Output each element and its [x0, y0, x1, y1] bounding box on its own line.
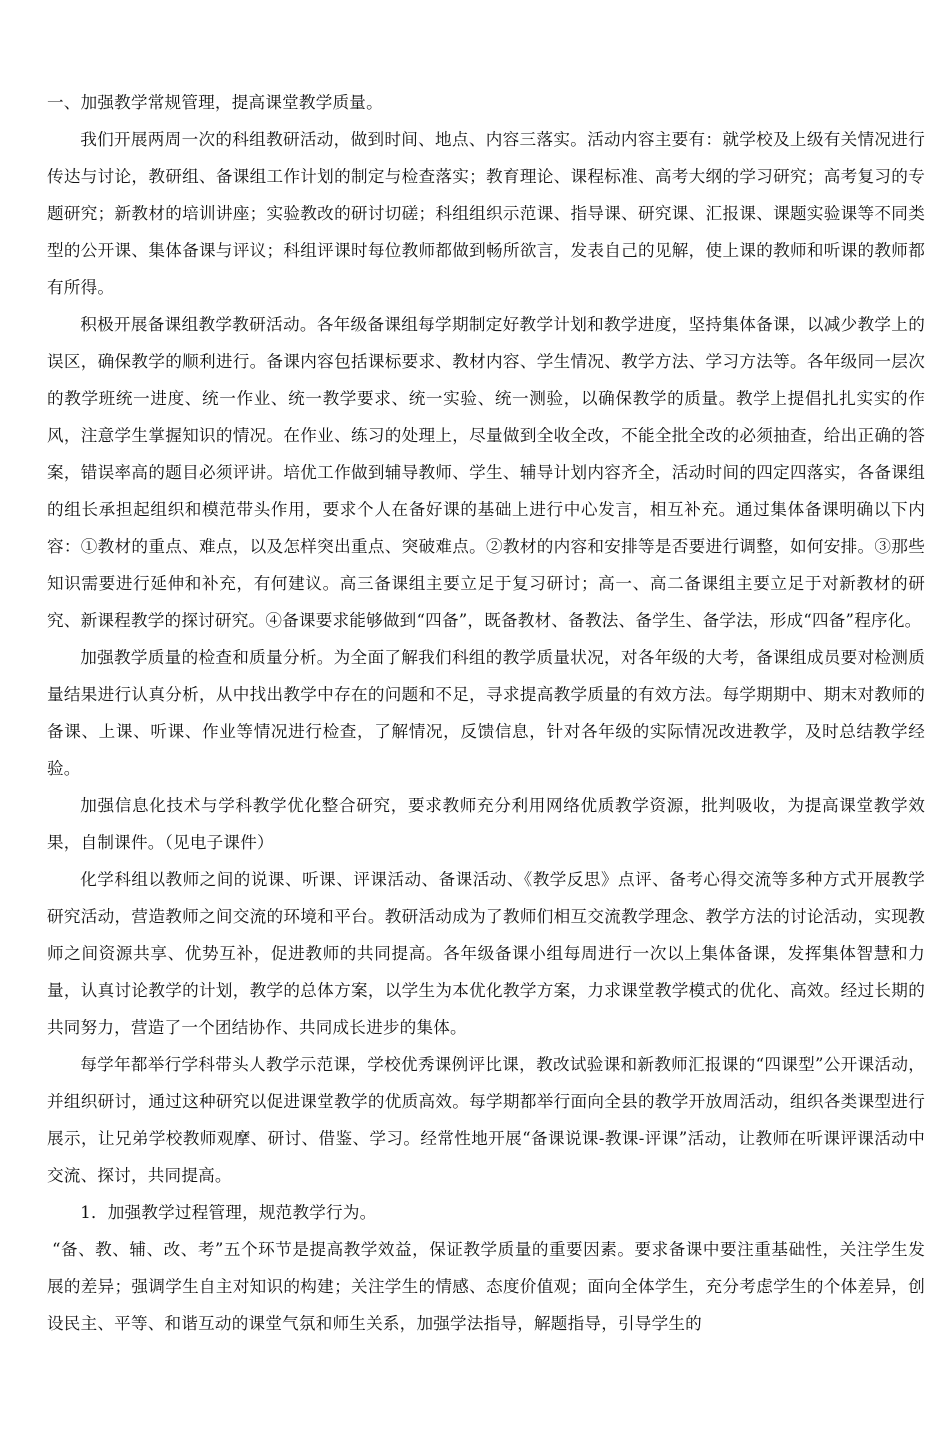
paragraph-lesson-prep-group: 积极开展备课组教学教研活动。各年级备课组每学期制定好教学计划和教学进度，坚持集体备课，以减少教学上的误区，确保教学的顺利进行。备课内容包括课标要求、教材内容、学生情况、教学方法、学习方法等。各年级同一层次的教学班统一进度、统一作业、统一教学要求、统一实验、统一测验，以确保教学的质量。教学上提倡扎扎实实的作风，注意学生掌握知识的情况。在作业、练习的处理上，尽量做到全收全改，不能全批全改的必须抽查，给出正确的答案，错误率高的题目必须评讲。培优工作做到辅导教师、学生、辅导计划内容齐全，活动时间的四定四落实，各备课组的组长承担起组织和模范带头作用，要求个人在备好课的基础上进行中心发言，相互补充。通过集体备课明确以下内容：①教材的重点、难点，以及怎样突出重点、突破难点。②教材的内容和安排等是否要进行调整，如何安排。③那些知识需要进行延伸和补充，有何建议。高三备课组主要立足于复习研讨；高一、高二备课组主要立足于对新教材的研究、新课程教学的探讨研究。④备课要求能够做到“四备”，既备教材、备教法、备学生、备学法，形成“四备”程序化。 — [47, 315, 925, 630]
paragraph-teaching-research: 我们开展两周一次的科组教研活动，做到时间、地点、内容三落实。活动内容主要有：就学校及上级有关情况进行传达与讨论，教研组、备课组工作计划的制定与检查落实；教育理论、课程标准、高考大纲的学习研究；高考复习的专题研究；新教材的培训讲座；实验教改的研讨切磋；科组组织示范课、指导课、研究课、汇报课、课题实验课等不同类型的公开课、集体备课与评议；科组评课时每位教师都做到畅所欲言，发表自己的见解，使上课的教师和听课的教师都有所得。 — [47, 130, 925, 297]
paragraph-chemistry-group: 化学科组以教师之间的说课、听课、评课活动、备课活动、《教学反思》点评、备考心得交流等多种方式开展教学研究活动，营造教师之间交流的环境和平台。教研活动成为了教师们相互交流教学理念、教学方法的讨论活动，实现教师之间资源共享、优势互补，促进教师的共同提高。各年级备课小组每周进行一次以上集体备课，发挥集体智慧和力量，认真讨论教学的计划，教学的总体方案，以学生为本优化教学方案，力求课堂教学模式的优化、高效。经过长期的共同努力，营造了一个团结协作、共同成长进步的集体。 — [47, 870, 925, 1037]
section-heading: 一、加强教学常规管理，提高课堂教学质量。 — [47, 93, 383, 112]
paragraph-quality-analysis: 加强教学质量的检查和质量分析。为全面了解我们科组的教学质量状况，对各年级的大考，备课组成员要对检测质量结果进行认真分析，从中找出教学中存在的问题和不足，寻求提高教学质量的有效方法。每学期期中、期末对教师的备课、上课、听课、作业等情况进行检查，了解情况，反馈信息，针对各年级的实际情况改进教学，及时总结教学经验。 — [47, 648, 925, 778]
paragraph-five-links: “备、教、辅、改、考”五个环节是提高教学效益，保证教学质量的重要因素。要求备课中要注重基础性，关注学生发展的差异；强调学生自主对知识的构建；关注学生的情感、态度价值观；面向全体学生，充分考虑学生的个体差异，创设民主、平等、和谐互动的课堂气氛和师生关系，加强学法指导，解题指导，引导学生的 — [47, 1240, 925, 1333]
paragraph-it-integration: 加强信息化技术与学科教学优化整合研究，要求教师充分利用网络优质教学资源，批判吸收，为提高课堂教学效果，自制课件。（见电子课件） — [47, 796, 925, 852]
document-page — [47, 84, 925, 1342]
paragraph-demo-lessons: 每学年都举行学科带头人教学示范课，学校优秀课例评比课，教改试验课和新教师汇报课的“四课型”公开课活动，并组织研讨，通过这种研究以促进课堂教学的优质高效。每学期都举行面向全县的教学开放周活动，组织各类课型进行展示，让兄弟学校教师观摩、研讨、借鉴、学习。经常性地开展“备课说课-教课-评课”活动，让教师在听课评课活动中交流、探讨，共同提高。 — [47, 1055, 925, 1185]
sub-heading-process-management: 1．加强教学过程管理，规范教学行为。 — [80, 1203, 377, 1222]
